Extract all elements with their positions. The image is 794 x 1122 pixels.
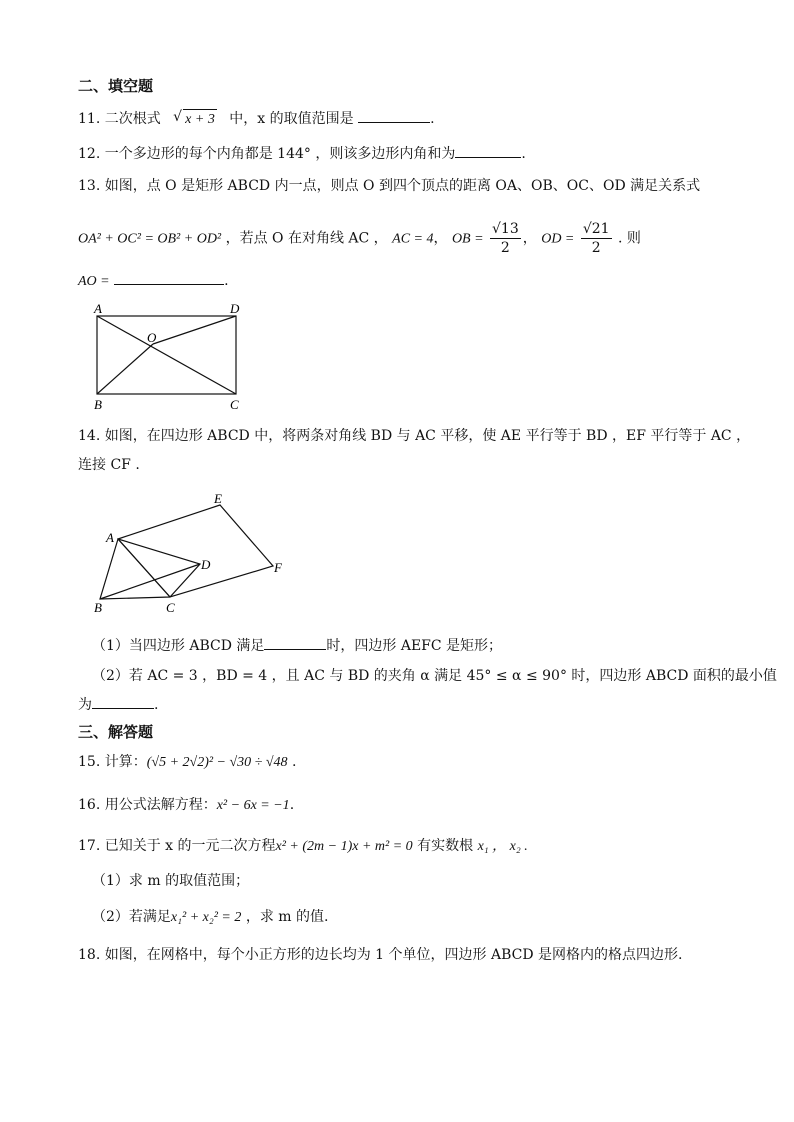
q13-number: 13. <box>78 178 101 194</box>
q13-ac: AC = 4 <box>392 231 434 247</box>
q17-p2-expression: x₁² + x₂² = 2 <box>170 910 242 925</box>
q17-number: 17. <box>78 838 101 854</box>
label-f: F <box>274 560 282 575</box>
q17-p2-text-b: ，求 m 的值. <box>245 909 329 925</box>
q12-number: 12. <box>78 146 101 162</box>
label-c: C <box>166 600 175 615</box>
q13-ob-fraction: $\frac{√13}{2}$ <box>492 221 519 256</box>
question-15: 15. 计算：(√5 + 2√2)² − √30 ÷ √48 . <box>78 754 297 770</box>
label-b: B <box>94 600 102 615</box>
question-12: 12. 一个多边形的每个内角都是 144° ，则该多边形内角和为 . <box>78 143 526 164</box>
label-o: O <box>147 330 157 345</box>
q13-answer-blank[interactable] <box>114 270 224 285</box>
q13-od: OD = <box>541 231 575 247</box>
q14-p2-text-b: 为 <box>78 697 92 713</box>
section-heading-solve: 三、解答题 <box>78 723 154 741</box>
q13-text-line1: 如图，点 O 是矩形 ABCD 内一点，则点 O 到四个顶点的距离 OA、OB、OC、OD 满足关系式 <box>104 178 701 194</box>
q11-text-a: 二次根式 <box>104 111 161 127</box>
label-a: A <box>94 301 102 316</box>
diagonal-ac <box>97 316 236 394</box>
q11-text-b: 中，x 的取值范围是 <box>229 111 354 127</box>
section-heading-fill-in: 二、填空题 <box>78 77 154 95</box>
q18-number: 18. <box>78 947 101 963</box>
q12-answer-blank[interactable] <box>455 143 521 158</box>
question-14 <box>78 426 750 446</box>
q13-od-fraction: $\frac{√21}{2}$ <box>582 221 610 256</box>
q15-expression: (√5 + 2√2)² − √30 ÷ √48 <box>146 755 288 770</box>
q16-text: 用公式法解方程： <box>104 797 217 813</box>
question-14-part2 <box>92 666 777 686</box>
question-13-line2: OA² + OC² = OB² + OD² ，若点 O 在对角线 AC ， AC = 4， OB = $\frac{√13}{2}$ ， OD = $\frac{√21}{2}$ . 则 <box>78 221 641 256</box>
q17-expression: x² + (2m − 1)x + m² = 0 <box>275 839 413 854</box>
q14-p1-text-b: 时，四边形 AEFC 是矩形； <box>326 638 503 654</box>
q18-text: 如图，在网格中，每个小正方形的边长均为 1 个单位，四边形 ABCD 是网格内的格点四边形. <box>104 947 683 963</box>
q14-p1-text-a: （1）当四边形 ABCD 满足 <box>92 638 265 654</box>
question-13-line3: AO = . <box>78 270 229 292</box>
q12-text: 一个多边形的每个内角都是 144° ，则该多边形内角和为 <box>104 146 456 162</box>
question-14-line2 <box>78 455 140 475</box>
diagonal-bd <box>100 564 200 599</box>
label-e: E <box>214 491 222 506</box>
q14-text-line2: 连接 CF . <box>78 457 140 473</box>
q13-ao: AO = <box>78 274 110 289</box>
q11-number: 11. <box>78 111 101 127</box>
parallelogram-aefc <box>118 505 273 597</box>
question-14-part1 <box>92 635 502 656</box>
question-11: 11. 二次根式 √ x + 3 中，x 的取值范围是 . <box>78 108 435 130</box>
q14-number: 14. <box>78 428 101 444</box>
q17-roots: x₁ ， x₂ . <box>477 839 528 854</box>
label-c: C <box>230 397 239 412</box>
q13-mid: ，若点 O 在对角线 AC ， <box>225 230 388 247</box>
label-b: B <box>94 397 102 412</box>
question-17-part2 <box>92 907 328 928</box>
q11-radical: √ x + 3 <box>173 109 217 130</box>
diagonal-ac <box>118 539 170 597</box>
question-16: 16. 用公式法解方程：x² − 6x = −1. <box>78 797 295 813</box>
question-14-part2-line2: 为 . <box>78 694 158 715</box>
q13-ob: OB = <box>451 231 484 247</box>
label-d: D <box>230 301 240 316</box>
q14-text-line1: 如图，在四边形 ABCD 中，将两条对角线 BD 与 AC 平移，使 AE 平行等于 BD ，EF 平行等于 AC ， <box>104 428 751 444</box>
q15-number: 15. <box>78 754 101 770</box>
q14-p2-text-a: （2）若 AC = 3 ，BD = 4 ，且 AC 与 BD 的夹角 α 满足 45° ≤ α ≤ 90° 时，四边形 ABCD 面积的最小值 <box>92 668 777 684</box>
figure-14-quadrilateral <box>88 490 298 615</box>
question-17 <box>78 836 528 857</box>
q15-text: 计算： <box>104 754 147 770</box>
segment-bo <box>97 344 153 394</box>
q14-p1-answer-blank[interactable] <box>264 635 326 650</box>
q14-p2-answer-blank[interactable] <box>92 694 154 709</box>
q13-equation: OA² + OC² = OB² + OD² <box>78 231 222 247</box>
q13-then: . 则 <box>618 230 641 247</box>
q17-text-a: 已知关于 x 的一元二次方程 <box>104 838 276 854</box>
q16-number: 16. <box>78 797 101 813</box>
label-a: A <box>106 530 114 545</box>
q17-text-b: 有实数根 <box>417 838 474 854</box>
question-17-part1: （1）求 m 的取值范围； <box>92 873 250 889</box>
label-d: D <box>201 557 211 572</box>
segment-od <box>153 316 236 344</box>
question-13 <box>78 176 700 196</box>
q17-p2-text-a: （2）若满足 <box>92 909 171 925</box>
figure-13-rectangle <box>88 300 248 415</box>
q16-expression: x² − 6x = −1 <box>216 798 290 813</box>
q11-answer-blank[interactable] <box>358 108 430 123</box>
question-18 <box>78 945 682 965</box>
